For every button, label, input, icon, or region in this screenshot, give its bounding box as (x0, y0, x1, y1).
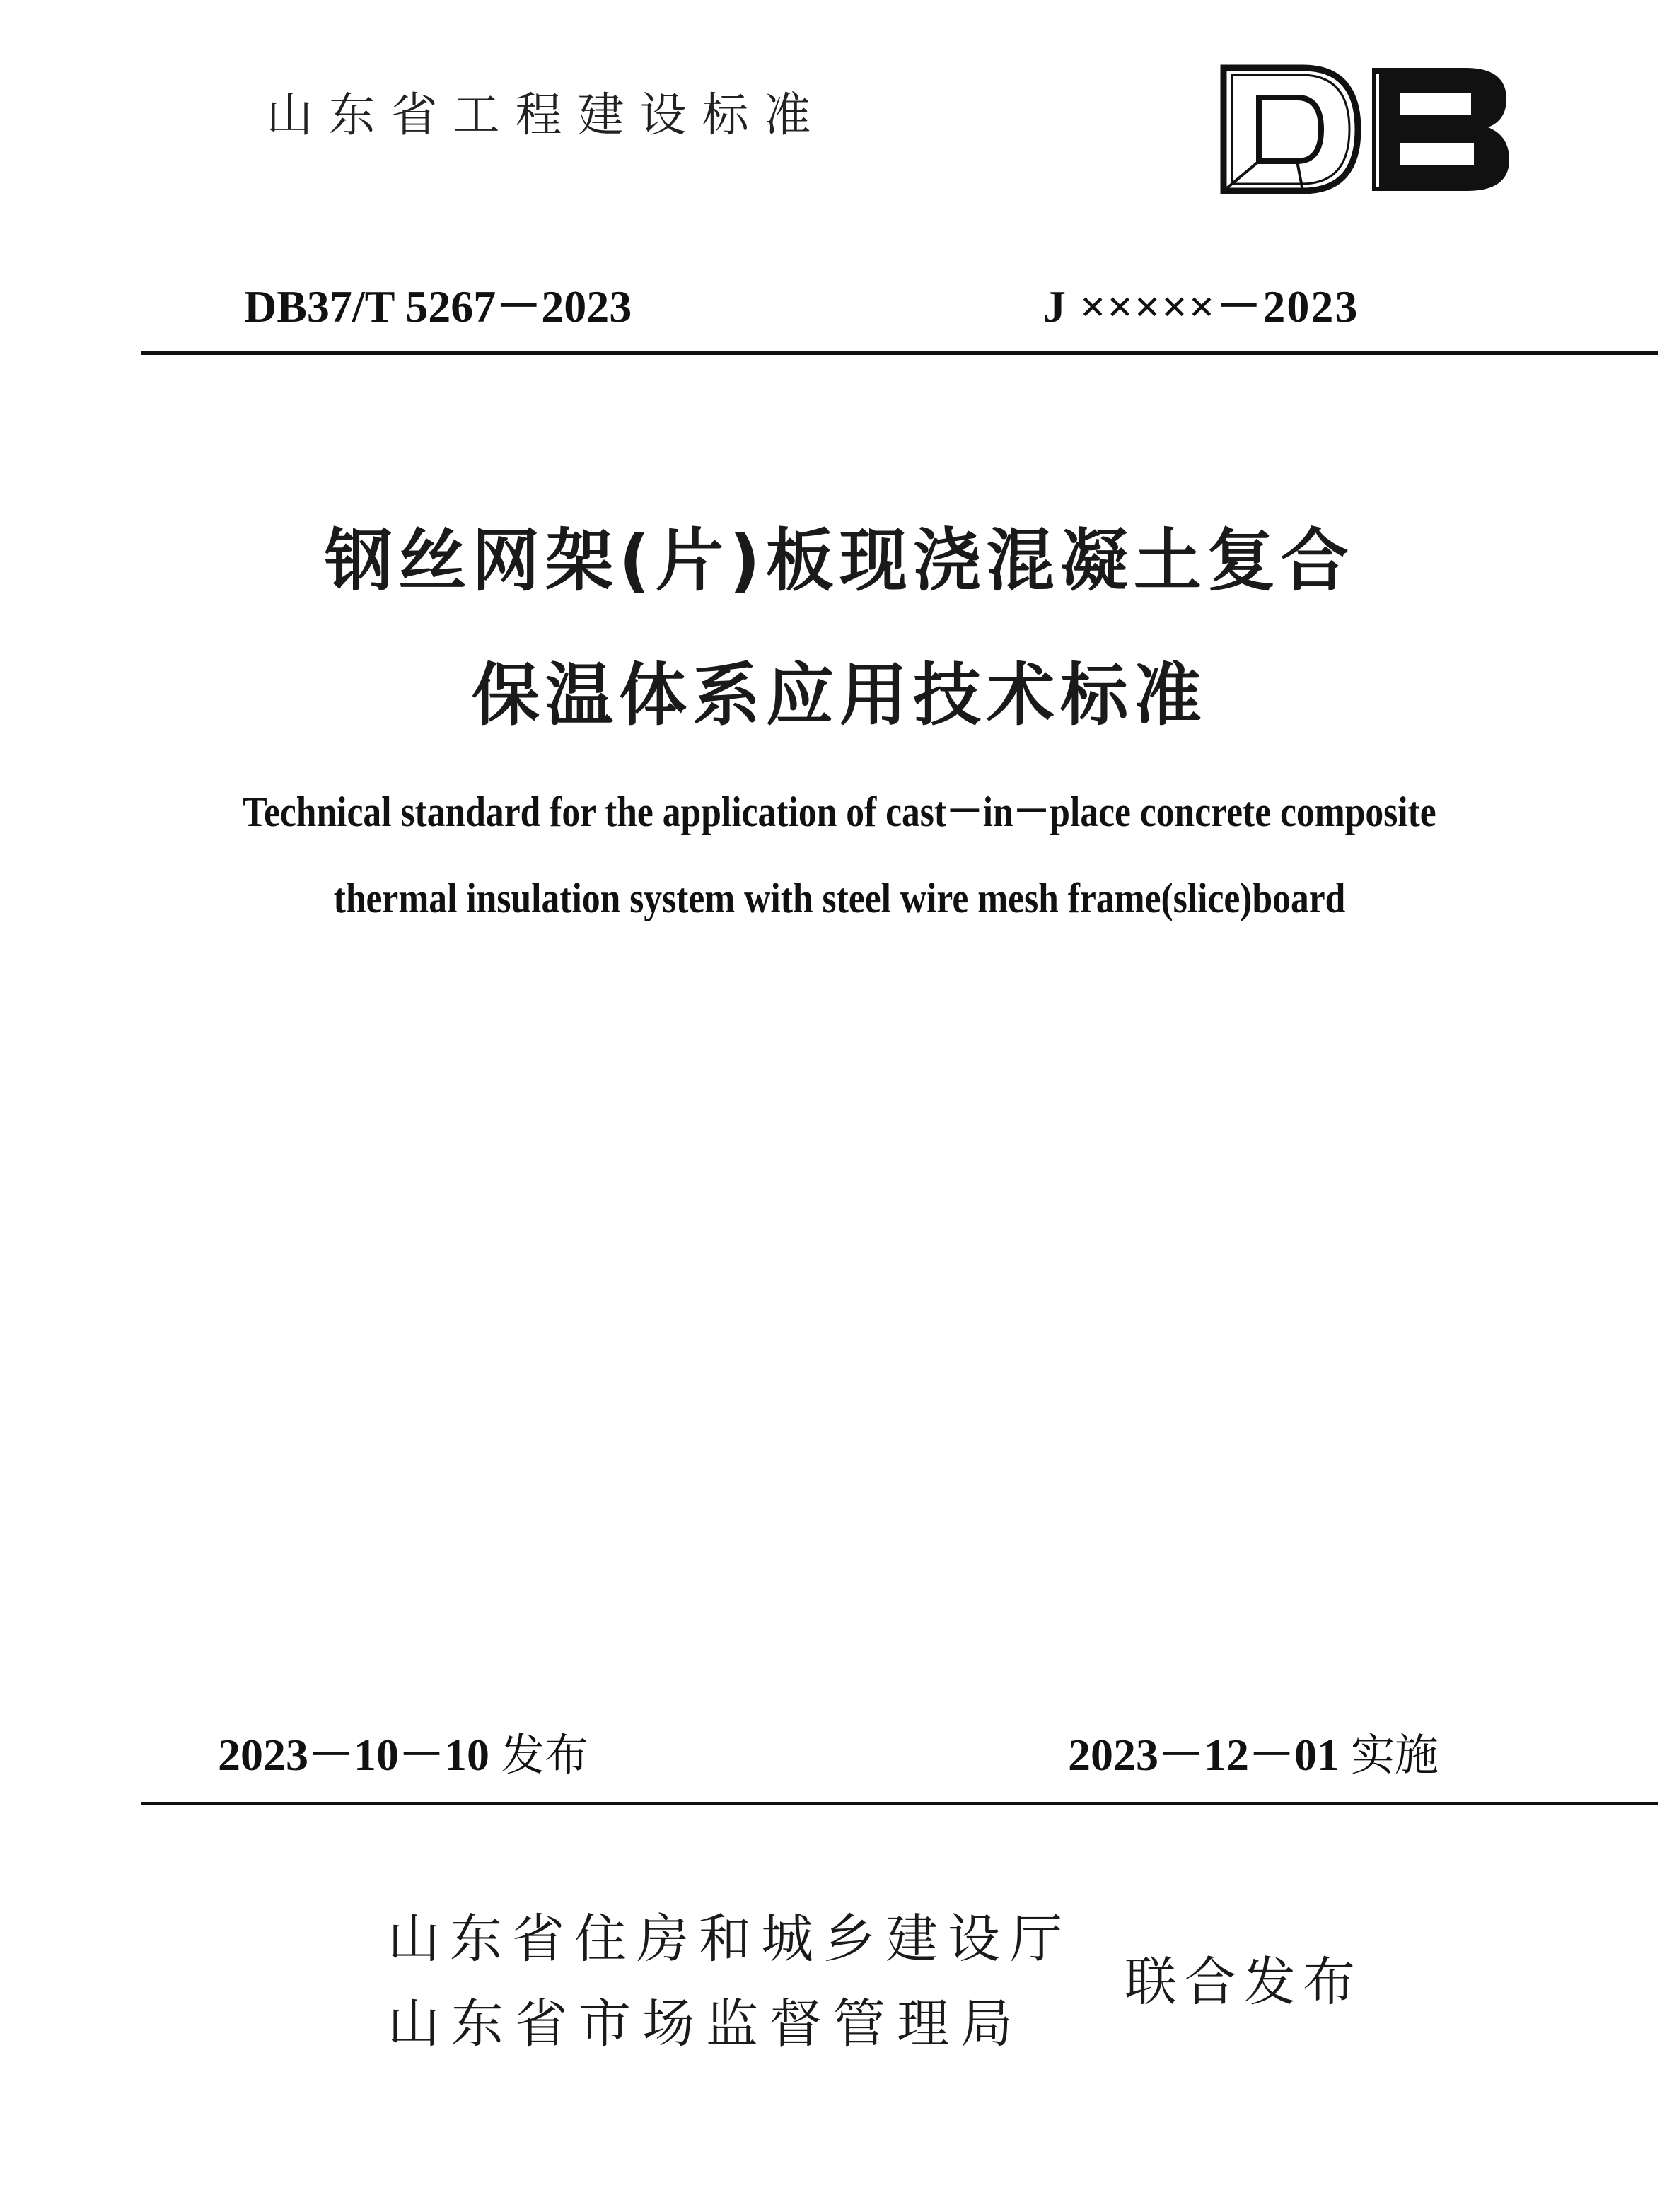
footer-divider (141, 1802, 1658, 1805)
db-logo-b (1372, 68, 1509, 191)
publish-line (218, 1729, 589, 1781)
effective-date: 2023－12－01 (1068, 1730, 1340, 1780)
effective-line (1068, 1729, 1439, 1781)
cn-title-line-1: 钢丝网架(片)板现浇混凝土复合 (325, 521, 1354, 600)
record-code: J ×××××－2023 (1043, 281, 1359, 332)
standard-code: DB37/T 5267－2023 (244, 281, 632, 332)
publish-label: 发布 (501, 1729, 589, 1781)
en-title-line-1: Technical standard for the application of cast－in－place concrete composite (243, 788, 1436, 835)
db-logo-d (1224, 68, 1358, 191)
en-title-line-2: thermal insulation system with steel wire mesh frame(slice)board (333, 875, 1346, 921)
series-title: 山东省工程建设标准 (266, 88, 827, 142)
issuer-market-bureau: 山东省市场监督管理局 (388, 1993, 1024, 2054)
effective-label: 实施 (1351, 1729, 1439, 1781)
cn-title-line-2: 保温体系应用技术标准 (472, 656, 1207, 735)
issuer-housing-dept: 山东省住房和城乡建设厅 (388, 1909, 1072, 1969)
header-divider (141, 351, 1658, 355)
joint-release-label: 联合发布 (1125, 1952, 1362, 2013)
publish-date: 2023－10－10 (218, 1730, 489, 1780)
db-logo (1218, 62, 1515, 197)
